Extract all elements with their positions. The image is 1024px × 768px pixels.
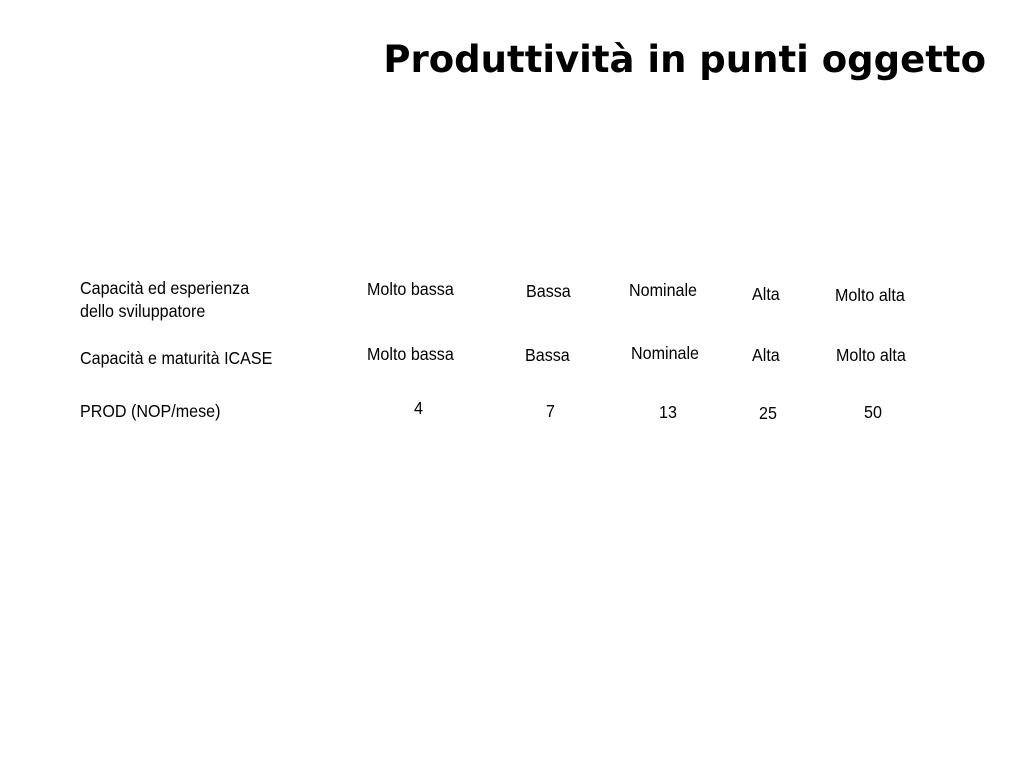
cell-icase-very-high: Molto alta bbox=[836, 345, 906, 365]
row-label-text: Capacità ed esperienza dello sviluppatore bbox=[80, 278, 250, 321]
row-label-prod-nop-month: PROD (NOP/mese) bbox=[80, 401, 221, 421]
cell-developer-high: Alta bbox=[752, 284, 780, 304]
cell-developer-low: Bassa bbox=[526, 281, 571, 301]
cell-icase-low: Bassa bbox=[525, 345, 570, 365]
cell-icase-very-low: Molto bassa bbox=[367, 344, 454, 364]
cell-developer-very-low: Molto bassa bbox=[367, 279, 454, 299]
slide-title: Produttività in punti oggetto bbox=[383, 38, 986, 81]
cell-prod-very-high: 50 bbox=[864, 402, 882, 422]
cell-prod-nominal: 13 bbox=[659, 402, 677, 422]
cell-prod-low: 7 bbox=[546, 401, 555, 421]
cell-prod-high: 25 bbox=[759, 403, 777, 423]
cell-icase-nominal: Nominale bbox=[631, 343, 700, 363]
cell-icase-high: Alta bbox=[752, 345, 780, 365]
cell-developer-very-high: Molto alta bbox=[835, 285, 905, 305]
cell-prod-very-low: 4 bbox=[414, 398, 423, 418]
row-label-developer-experience bbox=[80, 277, 319, 323]
cell-developer-nominal: Nominale bbox=[629, 280, 698, 300]
row-label-icase-maturity: Capacità e maturità ICASE bbox=[80, 348, 273, 368]
